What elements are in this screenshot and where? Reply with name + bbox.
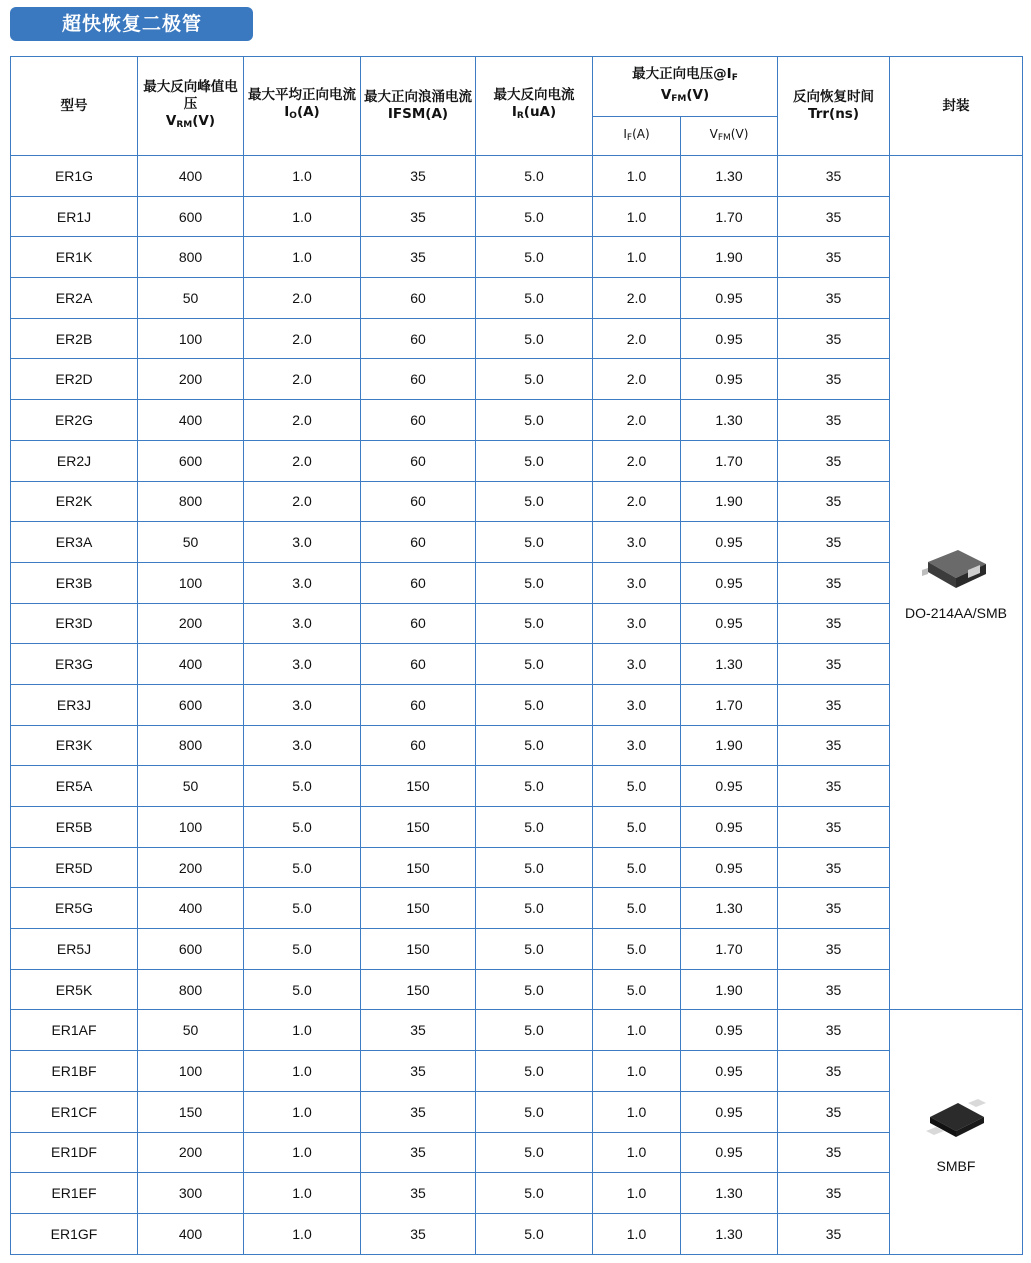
- cell-io: 1.0: [244, 1010, 361, 1051]
- cell-vfm: 1.90: [681, 481, 778, 522]
- cell-io: 5.0: [244, 766, 361, 807]
- cell-vfm: 0.95: [681, 1132, 778, 1173]
- cell-vrrm: 800: [138, 725, 244, 766]
- cell-vrrm: 600: [138, 440, 244, 481]
- cell-ir: 5.0: [476, 847, 593, 888]
- cell-vfm: 1.70: [681, 929, 778, 970]
- header-trr: 反向恢复时间 Trr(ns): [778, 57, 890, 156]
- cell-model: ER2A: [11, 278, 138, 319]
- cell-if: 1.0: [593, 196, 681, 237]
- cell-ifsm: 60: [361, 359, 476, 400]
- cell-ifsm: 150: [361, 847, 476, 888]
- cell-ir: 5.0: [476, 522, 593, 563]
- cell-if: 1.0: [593, 1091, 681, 1132]
- cell-io: 5.0: [244, 888, 361, 929]
- cell-model: ER1AF: [11, 1010, 138, 1051]
- table-row: [11, 807, 1023, 848]
- cell-ir: 5.0: [476, 725, 593, 766]
- cell-io: 5.0: [244, 807, 361, 848]
- cell-trr: 35: [778, 603, 890, 644]
- cell-model: ER1CF: [11, 1091, 138, 1132]
- cell-ir: 5.0: [476, 888, 593, 929]
- cell-trr: 35: [778, 318, 890, 359]
- cell-model: ER1GF: [11, 1213, 138, 1254]
- cell-model: ER3B: [11, 562, 138, 603]
- cell-ir: 5.0: [476, 1173, 593, 1214]
- table-body: [11, 156, 1023, 1255]
- cell-model: ER1G: [11, 156, 138, 197]
- cell-trr: 35: [778, 1132, 890, 1173]
- cell-io: 3.0: [244, 644, 361, 685]
- cell-io: 1.0: [244, 1132, 361, 1173]
- cell-vfm: 1.30: [681, 1173, 778, 1214]
- cell-ir: 5.0: [476, 929, 593, 970]
- cell-model: ER5D: [11, 847, 138, 888]
- cell-model: ER2J: [11, 440, 138, 481]
- cell-io: 5.0: [244, 847, 361, 888]
- package-name: DO-214AA/SMB: [905, 605, 1007, 622]
- cell-if: 5.0: [593, 766, 681, 807]
- cell-trr: 35: [778, 440, 890, 481]
- table-row: [11, 929, 1023, 970]
- table-row: [11, 278, 1023, 319]
- cell-vrrm: 50: [138, 766, 244, 807]
- cell-vfm: 1.30: [681, 156, 778, 197]
- cell-model: ER3G: [11, 644, 138, 685]
- cell-io: 3.0: [244, 603, 361, 644]
- cell-trr: 35: [778, 1010, 890, 1051]
- cell-ifsm: 60: [361, 522, 476, 563]
- package-cell: [890, 156, 1023, 1010]
- cell-model: ER1J: [11, 196, 138, 237]
- cell-vrrm: 200: [138, 1132, 244, 1173]
- cell-ir: 5.0: [476, 1051, 593, 1092]
- header-model: 型号: [11, 57, 138, 156]
- cell-model: ER5B: [11, 807, 138, 848]
- cell-ifsm: 35: [361, 1091, 476, 1132]
- cell-vfm: 1.30: [681, 400, 778, 441]
- cell-trr: 35: [778, 196, 890, 237]
- table-row: [11, 400, 1023, 441]
- table-row: [11, 481, 1023, 522]
- cell-trr: 35: [778, 969, 890, 1010]
- cell-if: 2.0: [593, 278, 681, 319]
- cell-vfm: 1.70: [681, 196, 778, 237]
- cell-ir: 5.0: [476, 318, 593, 359]
- cell-ir: 5.0: [476, 440, 593, 481]
- table-row: [11, 766, 1023, 807]
- cell-trr: 35: [778, 684, 890, 725]
- cell-vrrm: 100: [138, 1051, 244, 1092]
- cell-vrrm: 800: [138, 481, 244, 522]
- table-row: [11, 888, 1023, 929]
- cell-ir: 5.0: [476, 1213, 593, 1254]
- table-row: [11, 1173, 1023, 1214]
- cell-trr: 35: [778, 847, 890, 888]
- cell-vfm: 0.95: [681, 359, 778, 400]
- package-cell: [890, 1010, 1023, 1254]
- cell-ifsm: 60: [361, 725, 476, 766]
- cell-ir: 5.0: [476, 278, 593, 319]
- header-io: 最大平均正向电流 $I_O(A)$: [244, 57, 361, 156]
- cell-io: 3.0: [244, 684, 361, 725]
- cell-model: ER3A: [11, 522, 138, 563]
- cell-model: ER5G: [11, 888, 138, 929]
- cell-ifsm: 60: [361, 318, 476, 359]
- cell-ifsm: 35: [361, 237, 476, 278]
- cell-vrrm: 400: [138, 644, 244, 685]
- cell-vrrm: 200: [138, 603, 244, 644]
- cell-if: 3.0: [593, 725, 681, 766]
- header-vrrm: 最大反向峰值电压 $V_{RM}(V)$: [138, 57, 244, 156]
- header-package: 封装: [890, 57, 1023, 156]
- cell-ifsm: 35: [361, 1213, 476, 1254]
- cell-ifsm: 35: [361, 1051, 476, 1092]
- cell-if: 2.0: [593, 400, 681, 441]
- cell-trr: 35: [778, 725, 890, 766]
- cell-ifsm: 35: [361, 196, 476, 237]
- cell-trr: 35: [778, 644, 890, 685]
- cell-trr: 35: [778, 1051, 890, 1092]
- cell-ifsm: 60: [361, 562, 476, 603]
- cell-ir: 5.0: [476, 969, 593, 1010]
- cell-ir: 5.0: [476, 644, 593, 685]
- cell-io: 3.0: [244, 522, 361, 563]
- cell-if: 1.0: [593, 1010, 681, 1051]
- cell-ir: 5.0: [476, 400, 593, 441]
- table-row: [11, 1213, 1023, 1254]
- cell-io: 2.0: [244, 359, 361, 400]
- cell-model: ER5A: [11, 766, 138, 807]
- cell-ir: 5.0: [476, 481, 593, 522]
- cell-if: 1.0: [593, 237, 681, 278]
- table-row: [11, 1132, 1023, 1173]
- table-row: [11, 1091, 1023, 1132]
- cell-vrrm: 100: [138, 562, 244, 603]
- cell-vfm: 0.95: [681, 1091, 778, 1132]
- cell-vfm: 1.30: [681, 888, 778, 929]
- cell-ir: 5.0: [476, 1132, 593, 1173]
- cell-ifsm: 150: [361, 807, 476, 848]
- cell-io: 1.0: [244, 156, 361, 197]
- cell-vrrm: 600: [138, 684, 244, 725]
- cell-trr: 35: [778, 766, 890, 807]
- cell-ir: 5.0: [476, 196, 593, 237]
- cell-trr: 35: [778, 400, 890, 441]
- cell-vrrm: 200: [138, 847, 244, 888]
- cell-trr: 35: [778, 1173, 890, 1214]
- cell-model: ER2B: [11, 318, 138, 359]
- cell-trr: 35: [778, 156, 890, 197]
- table-row: [11, 847, 1023, 888]
- cell-vfm: 0.95: [681, 766, 778, 807]
- cell-ir: 5.0: [476, 562, 593, 603]
- cell-vfm: 0.95: [681, 278, 778, 319]
- cell-trr: 35: [778, 237, 890, 278]
- cell-io: 1.0: [244, 237, 361, 278]
- cell-vfm: 0.95: [681, 603, 778, 644]
- table-row: [11, 359, 1023, 400]
- cell-trr: 35: [778, 929, 890, 970]
- cell-vrrm: 50: [138, 522, 244, 563]
- cell-ir: 5.0: [476, 684, 593, 725]
- cell-trr: 35: [778, 1213, 890, 1254]
- cell-io: 2.0: [244, 318, 361, 359]
- cell-if: 1.0: [593, 1132, 681, 1173]
- cell-ifsm: 60: [361, 400, 476, 441]
- cell-trr: 35: [778, 481, 890, 522]
- cell-if: 3.0: [593, 522, 681, 563]
- cell-model: ER5K: [11, 969, 138, 1010]
- table-row: [11, 237, 1023, 278]
- cell-vfm: 1.90: [681, 237, 778, 278]
- cell-vfm: 0.95: [681, 562, 778, 603]
- cell-ifsm: 60: [361, 440, 476, 481]
- cell-trr: 35: [778, 807, 890, 848]
- cell-ir: 5.0: [476, 807, 593, 848]
- cell-trr: 35: [778, 1091, 890, 1132]
- cell-ir: 5.0: [476, 1010, 593, 1051]
- cell-vrrm: 200: [138, 359, 244, 400]
- cell-vrrm: 300: [138, 1173, 244, 1214]
- cell-io: 2.0: [244, 440, 361, 481]
- cell-ifsm: 60: [361, 603, 476, 644]
- cell-if: 1.0: [593, 1051, 681, 1092]
- table-row: [11, 318, 1023, 359]
- cell-model: ER3K: [11, 725, 138, 766]
- cell-ifsm: 60: [361, 684, 476, 725]
- cell-vrrm: 600: [138, 929, 244, 970]
- cell-vrrm: 150: [138, 1091, 244, 1132]
- cell-ifsm: 150: [361, 929, 476, 970]
- cell-ifsm: 35: [361, 156, 476, 197]
- cell-vrrm: 50: [138, 278, 244, 319]
- cell-model: ER3J: [11, 684, 138, 725]
- cell-trr: 35: [778, 562, 890, 603]
- cell-vrrm: 400: [138, 1213, 244, 1254]
- section-title: 超快恢复二极管: [10, 7, 253, 41]
- cell-io: 1.0: [244, 1051, 361, 1092]
- cell-vfm: 1.90: [681, 969, 778, 1010]
- cell-if: 2.0: [593, 359, 681, 400]
- cell-ifsm: 60: [361, 481, 476, 522]
- cell-ifsm: 150: [361, 888, 476, 929]
- cell-ifsm: 150: [361, 969, 476, 1010]
- cell-vrrm: 400: [138, 400, 244, 441]
- cell-vrrm: 100: [138, 318, 244, 359]
- cell-ir: 5.0: [476, 1091, 593, 1132]
- package-name: SMBF: [936, 1157, 976, 1174]
- table-row: [11, 522, 1023, 563]
- cell-if: 3.0: [593, 603, 681, 644]
- cell-ifsm: 35: [361, 1132, 476, 1173]
- cell-io: 5.0: [244, 969, 361, 1010]
- cell-vrrm: 400: [138, 888, 244, 929]
- cell-model: ER2D: [11, 359, 138, 400]
- cell-vfm: 1.70: [681, 440, 778, 481]
- cell-ir: 5.0: [476, 603, 593, 644]
- smbf-package-icon: [920, 1091, 992, 1152]
- cell-vrrm: 100: [138, 807, 244, 848]
- cell-vfm: 0.95: [681, 847, 778, 888]
- diode-spec-table: [10, 56, 1023, 1255]
- cell-trr: 35: [778, 278, 890, 319]
- cell-io: 1.0: [244, 196, 361, 237]
- cell-trr: 35: [778, 522, 890, 563]
- cell-vfm: 0.95: [681, 1051, 778, 1092]
- cell-model: ER5J: [11, 929, 138, 970]
- cell-trr: 35: [778, 359, 890, 400]
- table-row: [11, 969, 1023, 1010]
- cell-vrrm: 600: [138, 196, 244, 237]
- cell-model: ER1K: [11, 237, 138, 278]
- cell-if: 1.0: [593, 1213, 681, 1254]
- cell-vfm: 1.90: [681, 725, 778, 766]
- cell-io: 1.0: [244, 1173, 361, 1214]
- cell-vfm: 0.95: [681, 318, 778, 359]
- cell-io: 2.0: [244, 278, 361, 319]
- cell-if: 5.0: [593, 888, 681, 929]
- header-ifsm: 最大正向浪涌电流 IFSM(A): [361, 57, 476, 156]
- cell-vfm: 1.70: [681, 684, 778, 725]
- cell-vfm: 0.95: [681, 807, 778, 848]
- cell-model: ER2K: [11, 481, 138, 522]
- cell-io: 2.0: [244, 481, 361, 522]
- cell-ifsm: 60: [361, 278, 476, 319]
- header-if: $I_F(A)$: [593, 117, 681, 156]
- cell-ir: 5.0: [476, 766, 593, 807]
- header-vfm-value: $V_{FM}(V)$: [681, 117, 778, 156]
- cell-if: 1.0: [593, 1173, 681, 1214]
- cell-ir: 5.0: [476, 237, 593, 278]
- cell-io: 3.0: [244, 562, 361, 603]
- table-row: [11, 156, 1023, 197]
- cell-if: 3.0: [593, 684, 681, 725]
- cell-if: 5.0: [593, 807, 681, 848]
- table-row: [11, 1051, 1023, 1092]
- cell-if: 2.0: [593, 318, 681, 359]
- cell-vfm: 1.30: [681, 1213, 778, 1254]
- cell-ir: 5.0: [476, 359, 593, 400]
- cell-model: ER3D: [11, 603, 138, 644]
- cell-if: 5.0: [593, 969, 681, 1010]
- cell-ifsm: 150: [361, 766, 476, 807]
- cell-io: 1.0: [244, 1213, 361, 1254]
- cell-vrrm: 800: [138, 969, 244, 1010]
- table-row: [11, 1010, 1023, 1051]
- cell-model: ER2G: [11, 400, 138, 441]
- cell-ifsm: 35: [361, 1010, 476, 1051]
- cell-vfm: 0.95: [681, 1010, 778, 1051]
- cell-vrrm: 800: [138, 237, 244, 278]
- cell-vfm: 1.30: [681, 644, 778, 685]
- table-row: [11, 725, 1023, 766]
- cell-io: 5.0: [244, 929, 361, 970]
- cell-ir: 5.0: [476, 156, 593, 197]
- cell-if: 5.0: [593, 929, 681, 970]
- cell-if: 1.0: [593, 156, 681, 197]
- table-row: [11, 644, 1023, 685]
- header-vfm: 最大正向电压$@I_F$ $V_{FM}(V)$: [593, 57, 778, 117]
- cell-model: ER1DF: [11, 1132, 138, 1173]
- cell-vrrm: 50: [138, 1010, 244, 1051]
- cell-model: ER1EF: [11, 1173, 138, 1214]
- table-row: [11, 440, 1023, 481]
- cell-io: 3.0: [244, 725, 361, 766]
- cell-ifsm: 35: [361, 1173, 476, 1214]
- table-row: [11, 196, 1023, 237]
- cell-if: 3.0: [593, 562, 681, 603]
- cell-if: 5.0: [593, 847, 681, 888]
- table-row: [11, 603, 1023, 644]
- header-ir: 最大反向电流 $I_R(uA)$: [476, 57, 593, 156]
- cell-if: 2.0: [593, 481, 681, 522]
- cell-ifsm: 60: [361, 644, 476, 685]
- cell-if: 2.0: [593, 440, 681, 481]
- cell-vfm: 0.95: [681, 522, 778, 563]
- cell-io: 2.0: [244, 400, 361, 441]
- table-row: [11, 562, 1023, 603]
- cell-trr: 35: [778, 888, 890, 929]
- cell-model: ER1BF: [11, 1051, 138, 1092]
- smb-package-icon: [920, 544, 992, 599]
- table-row: [11, 684, 1023, 725]
- cell-if: 3.0: [593, 644, 681, 685]
- cell-vrrm: 400: [138, 156, 244, 197]
- cell-io: 1.0: [244, 1091, 361, 1132]
